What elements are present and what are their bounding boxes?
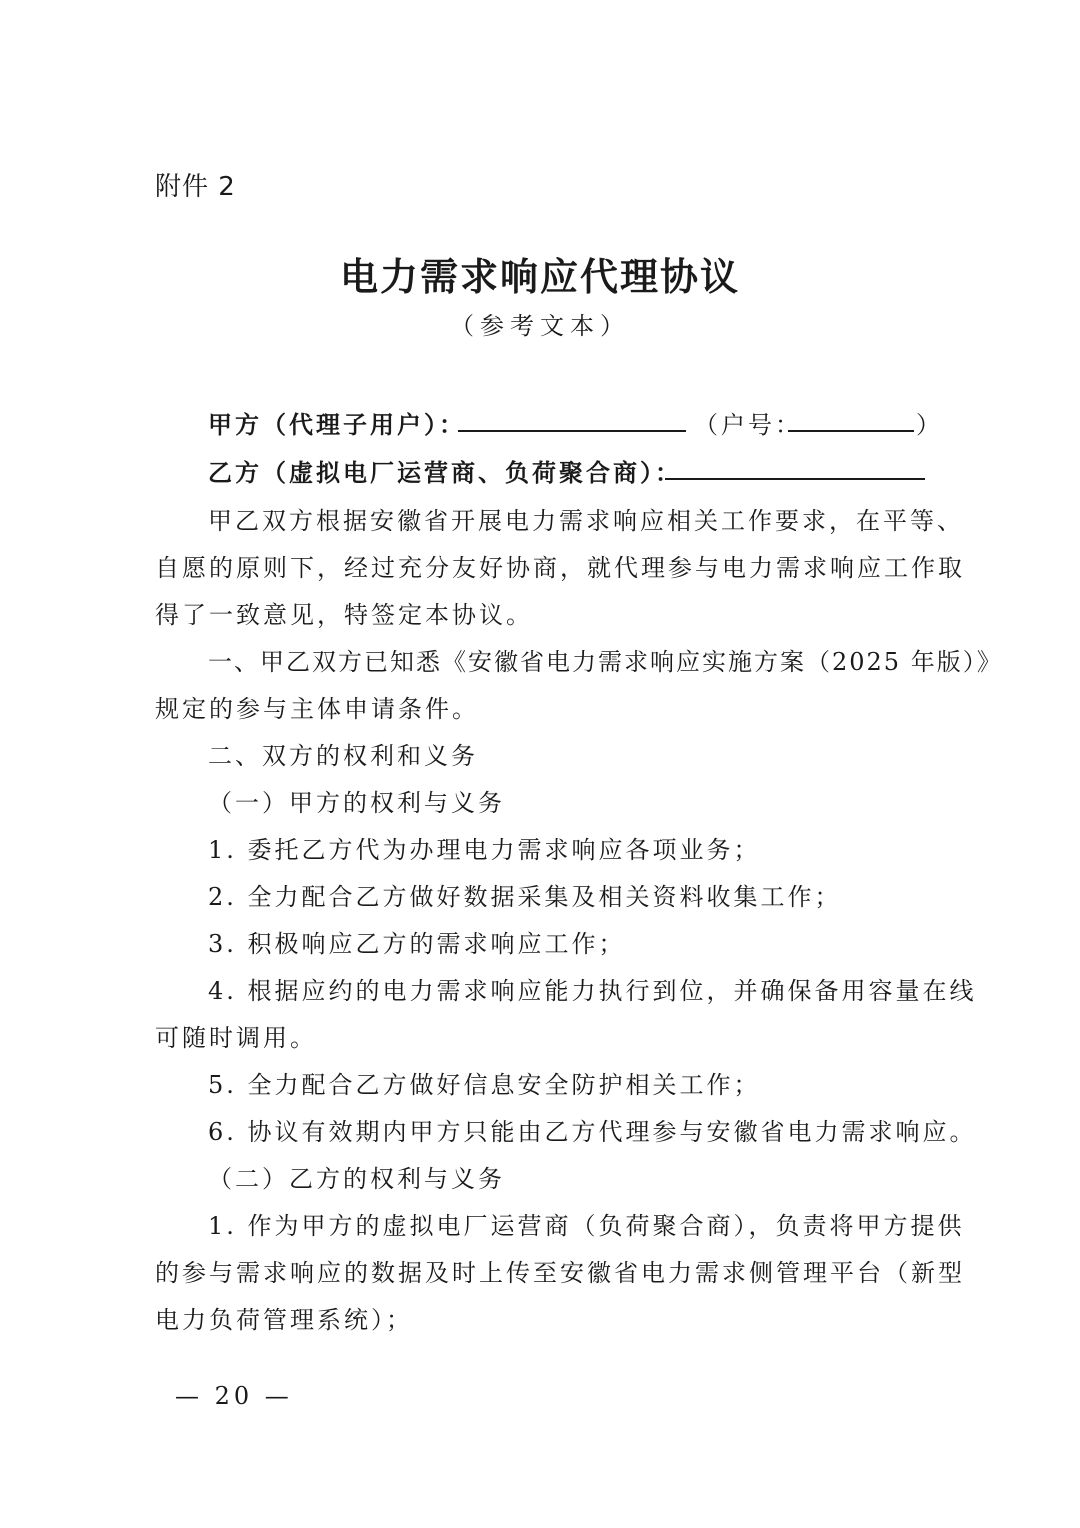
party-a-item-5: 5. 全力配合乙方做好信息安全防护相关工作；	[208, 1071, 761, 1099]
clause-1-line-2: 规定的参与主体申请条件。	[155, 695, 479, 723]
intro-line-2: 自愿的原则下，经过充分友好协商，就代理参与电力需求响应工作取	[155, 554, 965, 582]
household-close: ）	[916, 411, 943, 439]
document-subtitle: （参考文本）	[450, 312, 630, 340]
party-b-item-1-line-2: 的参与需求响应的数据及时上传至安徽省电力需求侧管理平台（新型	[155, 1259, 965, 1287]
party-b-blank	[665, 478, 925, 480]
sub-heading-party-b: （二）乙方的权利与义务	[208, 1165, 505, 1193]
party-a-label: 甲方（代理子用户）：	[208, 411, 466, 439]
party-a-blank	[458, 430, 686, 432]
intro-line-3: 得了一致意见，特签定本协议。	[155, 601, 533, 629]
party-b-item-1-line-1: 1. 作为甲方的虚拟电厂运营商（负荷聚合商），负责将甲方提供	[208, 1212, 965, 1240]
intro-line-1: 甲乙双方根据安徽省开展电力需求响应相关工作要求，在平等、	[208, 507, 964, 535]
party-b-label: 乙方（虚拟电厂运营商、负荷聚合商）：	[208, 459, 682, 487]
party-a-item-3: 3. 积极响应乙方的需求响应工作；	[208, 930, 626, 958]
clause-1-line-1: 一、甲乙双方已知悉《安徽省电力需求响应实施方案（2025 年版）》	[208, 648, 1003, 676]
household-label: （户号：	[694, 411, 802, 439]
clause-2-heading: 二、双方的权利和义务	[208, 742, 478, 770]
party-a-item-6: 6. 协议有效期内甲方只能由乙方代理参与安徽省电力需求响应。	[208, 1118, 977, 1146]
party-a-item-4-line-2: 可随时调用。	[155, 1024, 317, 1052]
party-a-item-4-line-1: 4. 根据应约的电力需求响应能力执行到位，并确保备用容量在线	[208, 977, 977, 1005]
sub-heading-party-a: （一）甲方的权利与义务	[208, 789, 505, 817]
household-blank	[788, 430, 914, 432]
party-b-item-1-line-3: 电力负荷管理系统）；	[155, 1306, 413, 1334]
attachment-label: 附件 2	[155, 172, 236, 202]
document-title: 电力需求响应代理协议	[339, 254, 740, 299]
party-a-item-1: 1. 委托乙方代为办理电力需求响应各项业务；	[208, 836, 761, 864]
party-a-item-2: 2. 全力配合乙方做好数据采集及相关资料收集工作；	[208, 883, 842, 911]
page-number: — 20 —	[175, 1382, 293, 1410]
